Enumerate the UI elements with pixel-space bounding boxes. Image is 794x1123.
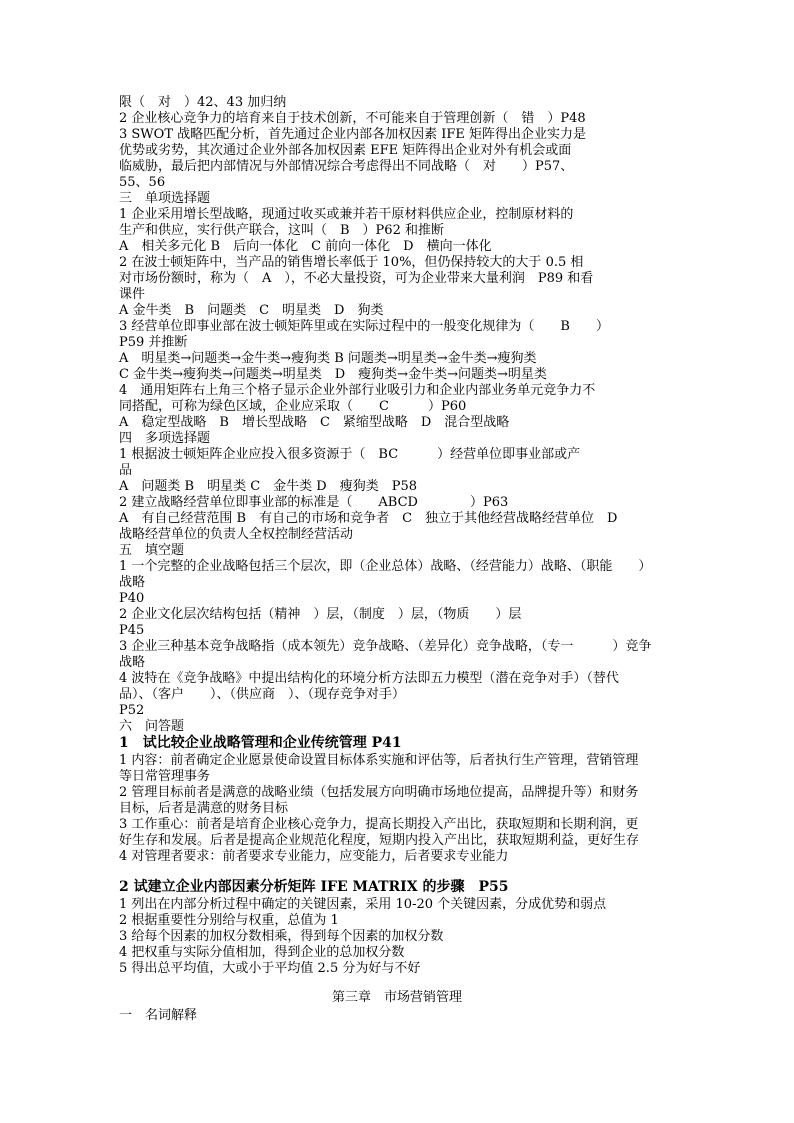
question-heading: 2 试建立企业内部因素分析矩阵 IFE MATRIX 的步骤 P55 xyxy=(119,879,509,895)
text-line: A 稳定型战略 B 增长型战略 C 紧缩型战略 D 混合型战略 xyxy=(119,415,510,430)
section-heading: 三 单项选择题 xyxy=(119,191,211,206)
text-line: P45 xyxy=(119,623,145,638)
text-line: A 明星类→问题类→金牛类→瘦狗类 B 问题类→明星类→金牛类→瘦狗类 xyxy=(119,351,537,366)
text-line: 1 根据波士顿矩阵企业应投入很多资源于（ BC ）经营单位即事业部或产 xyxy=(119,447,581,462)
text-line: 2 管理目标前者是满意的战略业绩（包括发展方向明确市场地位提高，品牌提升等）和财务 xyxy=(119,785,639,800)
section-heading: 六 问答题 xyxy=(119,719,185,734)
section-heading: 一 名词解释 xyxy=(119,1008,198,1023)
text-line: 生产和供应，实行供产联合，这叫（ B ）P62 和推断 xyxy=(119,223,444,238)
chapter-title: 第三章 市场营销管理 xyxy=(331,990,462,1005)
text-line: P59 并推断 xyxy=(119,335,188,350)
text-line: 同搭配，可称为绿色区域，企业应采取（ C ）P60 xyxy=(119,399,467,414)
text-line: 好生存和发展。后者是提高企业规范化程度，短期内投入产出比，获取短期利益，更好生存 xyxy=(119,833,640,848)
text-line: 品 xyxy=(119,463,133,478)
section-heading: 四 多项选择题 xyxy=(119,431,211,446)
text-line: 2 企业文化层次结构包括（精神 ）层，（制度 ）层，（物质 ）层 xyxy=(119,607,522,622)
text-line: 1 一个完整的企业战略包括三个层次，即（企业总体）战略、（经营能力）战略、（职能 ） xyxy=(119,559,652,574)
text-line: 2 建立战略经营单位即事业部的标准是（ ABCD ）P63 xyxy=(119,495,509,510)
section-heading: 五 填空题 xyxy=(119,543,185,558)
text-line: 3 企业三种基本竞争战略指（成本领先）竞争战略、（差异化）竞争战略，（专一 ）竞争 xyxy=(119,639,652,654)
text-line: 战略经营单位的负责人全权控制经营活动 xyxy=(119,527,354,542)
text-line: A 金牛类 B 问题类 C 明星类 D 狗类 xyxy=(119,303,384,318)
question-heading: 1 试比较企业战略管理和企业传统管理 P41 xyxy=(119,735,402,751)
text-line: 2 在波士顿矩阵中，当产品的销售增长率低于 10%，但仍保持较大的大于 0.5 相 xyxy=(119,255,584,270)
text-line: 1 内容：前者确定企业愿景使命设置目标体系实施和评估等，后者执行生产管理，营销管理 xyxy=(119,753,639,768)
text-line: 课件 xyxy=(119,287,146,302)
text-line: 1 列出在内部分析过程中确定的关键因素，采用 10-20 个关键因素，分成优势和弱点 xyxy=(119,897,607,912)
text-line: 3 工作重心：前者是培育企业核心竞争力，提高长期投入产出比，获取短期和长期利润，更 xyxy=(119,817,639,832)
text-line: 目标，后者是满意的财务目标 xyxy=(119,801,289,816)
text-line: 2 根据重要性分别给与权重，总值为 1 xyxy=(119,913,339,928)
text-line: 等日常管理事务 xyxy=(119,769,211,784)
text-line: 优势或劣势，其次通过企业外部各加权因素 EFE 矩阵得出企业对外有机会或面 xyxy=(119,143,572,158)
text-line: 5 得出总平均值，大或小于平均值 2.5 分为好与不好 xyxy=(119,961,421,976)
text-line: 战略 xyxy=(119,655,146,670)
text-line: 4 通用矩阵右上角三个格子显示企业外部行业吸引力和企业内部业务单元竞争力不 xyxy=(119,383,596,398)
text-line: 2 企业核心竞争力的培育来自于技术创新，不可能来自于管理创新（ 错 ）P48 xyxy=(119,111,586,126)
text-line: 3 给每个因素的加权分数相乘，得到每个因素的加权分数 xyxy=(119,929,444,944)
text-line: C 金牛类→瘦狗类→问题类→明星类 D 瘦狗类→金牛类→问题类→明星类 xyxy=(119,367,547,382)
text-line: 限（ 对 ）42、43 加归纳 xyxy=(119,95,287,110)
text-line: 3 经营单位即事业部在波士顿矩阵里或在实际过程中的一般变化规律为（ B ） xyxy=(119,319,609,334)
text-line: 对市场份额时，称为（ A ），不必大量投资，可为企业带来大量利润 P89 和看 xyxy=(119,271,594,286)
text-line: P40 xyxy=(119,591,145,606)
text-line: 4 对管理者要求：前者要求专业能力，应变能力，后者要求专业能力 xyxy=(119,849,509,864)
text-line: 战略 xyxy=(119,575,146,590)
text-line: 4 把权重与实际分值相加，得到企业的总加权分数 xyxy=(119,945,405,960)
text-line: A 问题类 B 明星类 C 金牛类 D 瘦狗类 P58 xyxy=(119,479,417,494)
text-line: 1 企业采用增长型战略，现通过收买或兼并若干原材料供应企业，控制原材料的 xyxy=(119,207,574,222)
text-line: 3 SWOT 战略匹配分析，首先通过企业内部各加权因素 IFE 矩阵得出企业实力是 xyxy=(119,127,587,142)
text-line: 55、56 xyxy=(119,175,166,190)
text-line: 品）、（客户 ）、（供应商 ）、（现存竞争对手） xyxy=(119,687,406,702)
text-line: P52 xyxy=(119,703,145,718)
text-line: 临威胁，最后把内部情况与外部情况综合考虑得出不同战略（ 对 ）P57、 xyxy=(119,159,574,174)
text-line: A 有自己经营范围 B 有自己的市场和竞争者 C 独立于其他经营战略经营单位 D xyxy=(119,511,618,526)
text-line: 4 波特在《竞争战略》中提出结构化的环境分析方法即五力模型（潜在竞争对手）（替代 xyxy=(119,671,619,686)
text-line: A 相关多元化 B 后向一体化 C 前向一体化 D 横向一体化 xyxy=(119,239,492,254)
